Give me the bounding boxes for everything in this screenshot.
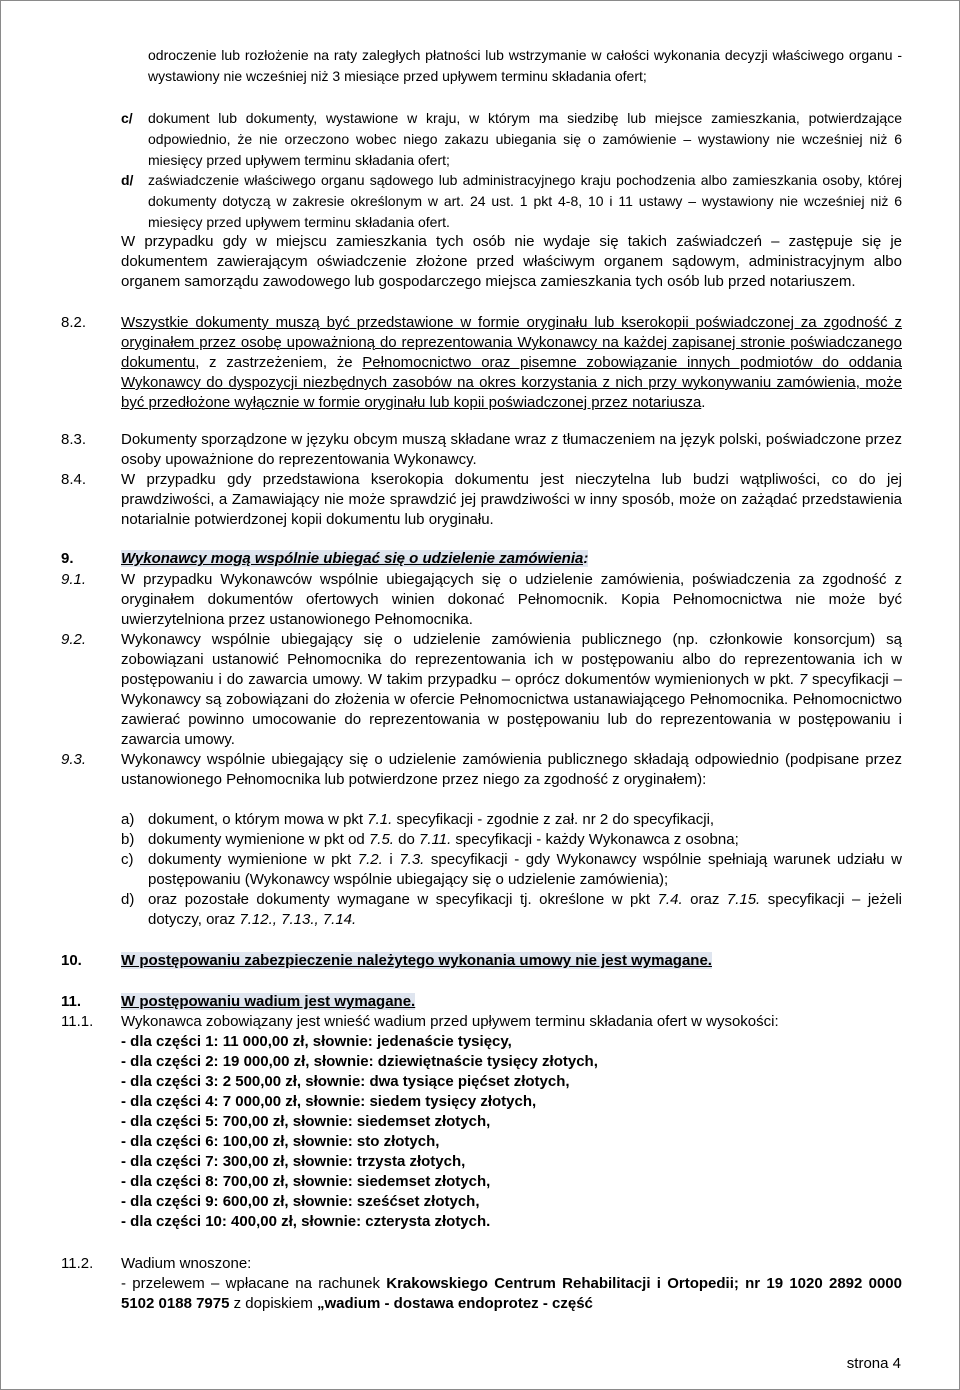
section-8-2-number: 8.2.: [61, 314, 87, 331]
list-item: - dla części 9: 600,00 zł, słownie: sześćset złotych,: [121, 1193, 480, 1210]
list-item: - dla części 1: 11 000,00 zł, słownie: jedenaście tysięcy,: [121, 1033, 512, 1050]
section-9-2-number: 9.2.: [61, 631, 87, 648]
item-c-label: c/: [121, 110, 133, 126]
section-9-3-number: 9.3.: [61, 751, 87, 768]
paragraph-substitute-document: W przypadku gdy w miejscu zamieszkania tych osób nie wydaje się takich zaświadczeń – zastępuje się je dokumentem zawierającym oświadczenie złożone przed właściwym organem sądowym, administracyjnym albo organem samorządu zawodowego lub gospodarczego miejsca zamieszkania tych osób lub przed notariuszem.: [121, 233, 902, 290]
section-9-2-text: Wykonawcy wspólnie ubiegający się o udzielenie zamówienia publicznego (np. członkowie konsorcjum) są zobowiązani ustanowić Pełnomocnika do reprezentowania ich w postępowaniu albo do reprezentowania ich w postępowaniu i do zawarcia umowy. W takim przypadku – oprócz dokumentów wymienionych w pkt. 7 specyfikacji – Wykonawcy są zobowiązani do złożenia w ofercie Pełnomocnictwa ustanawiającego Pełnomocnika. Pełnomocnictwo zawierać powinno umocowanie do reprezentowania w postępowaniu lub do reprezentowania w postępowaniu i zawarcia umowy.: [121, 631, 902, 748]
section-10-heading: W postępowaniu zabezpieczenie należytego wykonania umowy nie jest wymagane.: [121, 952, 712, 969]
item-c2-text: dokumenty wymienione w pkt 7.2. i 7.3. specyfikacji - gdy Wykonawcy wspólnie spełniają warunek udziału w postępowaniu (Wykonawcy wspólnie ubiegający się o udzielenie zamówienia);: [148, 851, 903, 888]
paragraph-intro-continuation: odroczenie lub rozłożenie na raty zaległych płatności lub wstrzymanie w całości wykonania decyzji właściwego organu - wystawiony nie wcześniej niż 3 miesiące przed upływem terminu składania ofert;: [148, 47, 902, 84]
section-11-heading: W postępowaniu wadium jest wymagane.: [121, 993, 416, 1010]
section-11-2-label: Wadium wnoszone:: [121, 1255, 252, 1272]
section-8-4-text: W przypadku gdy przedstawiona kserokopia dokumentu jest nieczytelna lub budzi wątpliwości, co do jej prawdziwości, a Zamawiający nie może sprawdzić jej prawdziwości w inny sposób, może on zażądać przedstawienia notarialnie potwierdzonej kopii dokumentu lub oryginału.: [121, 471, 902, 528]
bid-bond-list: [121, 1032, 902, 1232]
section-8-4-number: 8.4.: [61, 471, 87, 488]
item-d-text: zaświadczenie właściwego organu sądowego lub administracyjnego kraju pochodzenia albo zamieszkania osoby, której dokumenty dotyczą w zakresie określonym w art. 24 ust. 1 pkt 4-8, 10 i 11 ustawy – wystawiony nie wcześniej niż 6 miesięcy przed upływem terminu składania ofert.: [148, 172, 902, 230]
list-item: - dla części 5: 700,00 zł, słownie: siedemset złotych,: [121, 1113, 491, 1130]
item-c2-label: c): [121, 851, 134, 868]
item-c-text: dokument lub dokumenty, wystawione w kraju, w którym ma siedzibę lub miejsce zamieszkania, potwierdzające odpowiednio, że nie orzeczono wobec niego zakazu ubiegania się o zamówienie – wystawiony nie wcześniej niż 6 miesięcy przed upływem terminu składania ofert;: [148, 110, 902, 168]
item-a-text: dokument, o którym mowa w pkt 7.1. specyfikacji - zgodnie z zał. nr 2 do specyfikacji,: [148, 811, 715, 828]
item-a-label: a): [121, 811, 135, 828]
section-8-3-number: 8.3.: [61, 431, 87, 448]
section-8-2-text: Wszystkie dokumenty muszą być przedstawione w formie oryginału lub kserokopii poświadczonej za zgodność z oryginałem przez osobę upoważnioną do reprezentowania Wykonawcy na każdej zapisanej stronie poświadczanego dokumentu, z zastrzeżeniem, że Pełnomocnictwo oraz pisemne zobowiązanie innych podmiotów do oddania Wykonawcy do dyspozycji niezbędnych zasobów na okres korzystania z nich przy wykonywaniu zamówienia, może być przedłożone wyłącznie w formie oryginału lub kopii poświadczonej przez notariusza.: [121, 314, 902, 411]
item-d2-text: oraz pozostałe dokumenty wymagane w specyfikacji tj. określone w pkt 7.4. oraz 7.15. specyfikacji – jeżeli dotyczy, oraz 7.12., 7.13., 7.14.: [148, 891, 903, 928]
section-9-heading: Wykonawcy mogą wspólnie ubiegać się o udzielenie zamówienia:: [121, 550, 589, 567]
section-9-1-number: 9.1.: [61, 571, 87, 588]
section-11-2-text: - przelewem – wpłacane na rachunek Krakowskiego Centrum Rehabilitacji i Ortopedii; nr 19 1020 2892 0000 5102 0188 7975 z dopiskiem „wadium - dostawa endoprotez - część: [121, 1275, 902, 1312]
list-item: - dla części 4: 7 000,00 zł, słownie: siedem tysięcy złotych,: [121, 1093, 537, 1110]
list-item: - dla części 7: 300,00 zł, słownie: trzysta złotych,: [121, 1153, 466, 1170]
page-number: strona 4: [846, 1355, 901, 1372]
section-11-1-number: 11.1.: [61, 1013, 94, 1030]
list-item: - dla części 10: 400,00 zł, słownie: czterysta złotych.: [121, 1213, 491, 1230]
section-9-3-text: Wykonawcy wspólnie ubiegający się o udzielenie zamówienia publicznego składają odpowiednio (podpisane przez ustanowionego Pełnomocnika lub potwierdzone przez niego za zgodność z oryginałem):: [121, 751, 902, 788]
section-11-2-number: 11.2.: [61, 1255, 94, 1272]
section-11-1-text: Wykonawca zobowiązany jest wnieść wadium przed upływem terminu składania ofert w wysokości:: [121, 1013, 779, 1030]
section-8-3-text: Dokumenty sporządzone w języku obcym muszą składane wraz z tłumaczeniem na język polski, poświadczone przez osoby upoważnione do reprezentowania Wykonawcy.: [121, 431, 902, 468]
section-9-1-text: W przypadku Wykonawców wspólnie ubiegających się o udzielenie zamówienia, poświadczenia za zgodność z oryginałem dokumentów ofertowych winien dokonać Pełnomocnik. Kopia Pełnomocnictwa nie może być uwierzytelniona przez ustanowionego Pełnomocnika.: [121, 571, 902, 628]
item-b-text: dokumenty wymienione w pkt od 7.5. do 7.11. specyfikacji - każdy Wykonawca z osobna;: [148, 831, 739, 848]
item-d2-label: d): [121, 891, 135, 908]
list-item: - dla części 2: 19 000,00 zł, słownie: dziewiętnaście tysięcy złotych,: [121, 1053, 598, 1070]
section-9-number: 9.: [61, 550, 74, 567]
list-item: - dla części 8: 700,00 zł, słownie: siedemset złotych,: [121, 1173, 491, 1190]
section-11-number: 11.: [61, 993, 82, 1010]
item-d-label: d/: [121, 172, 134, 188]
list-item: - dla części 3: 2 500,00 zł, słownie: dwa tysiące pięćset złotych,: [121, 1073, 570, 1090]
list-item: - dla części 6: 100,00 zł, słownie: sto złotych,: [121, 1133, 440, 1150]
item-b-label: b): [121, 831, 135, 848]
section-10-number: 10.: [61, 952, 82, 969]
